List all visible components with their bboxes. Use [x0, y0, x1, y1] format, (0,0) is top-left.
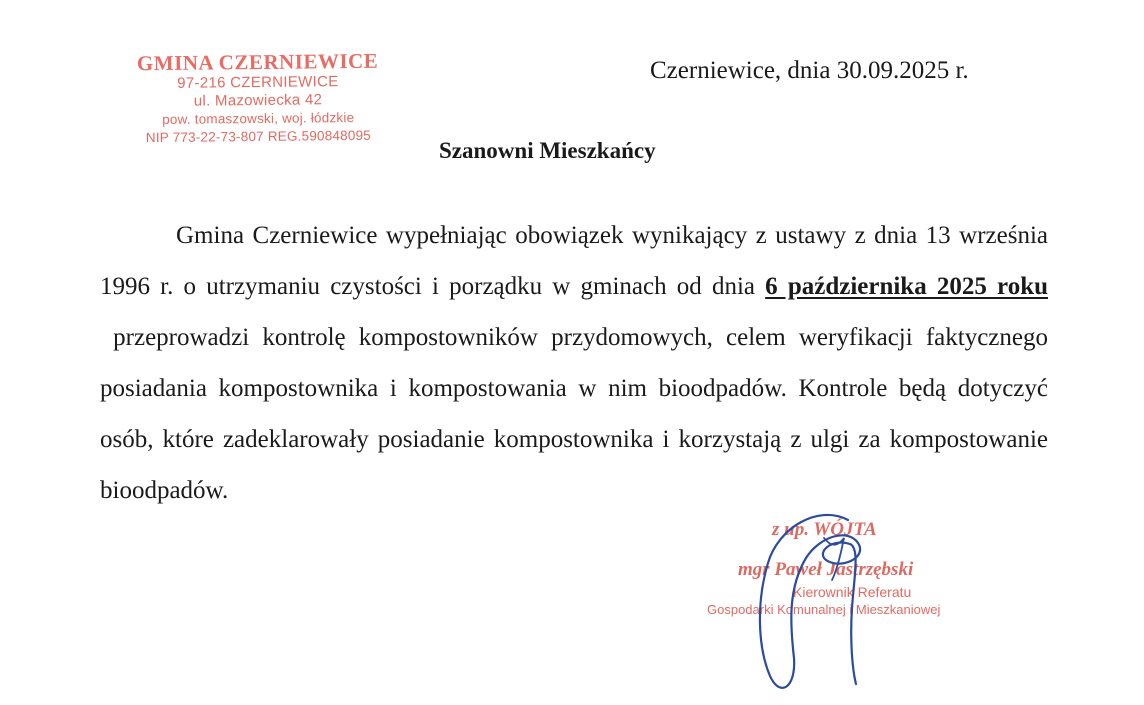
signatory-role: Kierownik Referatu: [793, 584, 912, 600]
body-text-part2: przeprowadzi kontrolę kompostowników przydomowych, celem weryfikacji faktycznego posiadania kompostownika i kompostowania w nim bioodpadów. Kontrole będą dotyczyć osób, które zadeklarowały posiadanie kompostownika i korzystają z ulgi za kompostowanie bioodpadów.: [100, 324, 1048, 504]
letter-date: Czerniewice, dnia 30.09.2025 r.: [650, 57, 969, 84]
inspection-start-date: 6 października 2025 roku: [765, 273, 1048, 300]
letter-body: [100, 210, 1048, 516]
signatory-name: mgr Paweł Jastrzębski: [738, 559, 914, 580]
stamp-postal-address: 97-216 CZERNIEWICE: [177, 73, 339, 92]
signature-stamp: [700, 515, 990, 705]
stamp-tax-ids: NIP 773-22-73-807 REG.590848095: [145, 127, 372, 146]
signature-on-behalf: z up. WÓJTA: [772, 519, 877, 540]
stamp-street-address: ul. Mazowiecka 42: [193, 91, 323, 110]
municipality-stamp: [122, 49, 395, 148]
stamp-municipality-name: GMINA CZERNIEWICE: [136, 48, 379, 76]
salutation-heading: Szanowni Mieszkańcy: [439, 138, 656, 163]
signatory-department: Gospodarki Komunalnej i Mieszkaniowej: [707, 602, 941, 617]
body-text-part1: Gmina Czerniewice wypełniając obowiązek wynikający z ustawy z dnia 13 września 1996 r. o utrzymaniu czystości i porządku w gminach od dnia: [100, 222, 1048, 300]
stamp-county: pow. tomaszowski, woj. łódzkie: [162, 109, 355, 128]
